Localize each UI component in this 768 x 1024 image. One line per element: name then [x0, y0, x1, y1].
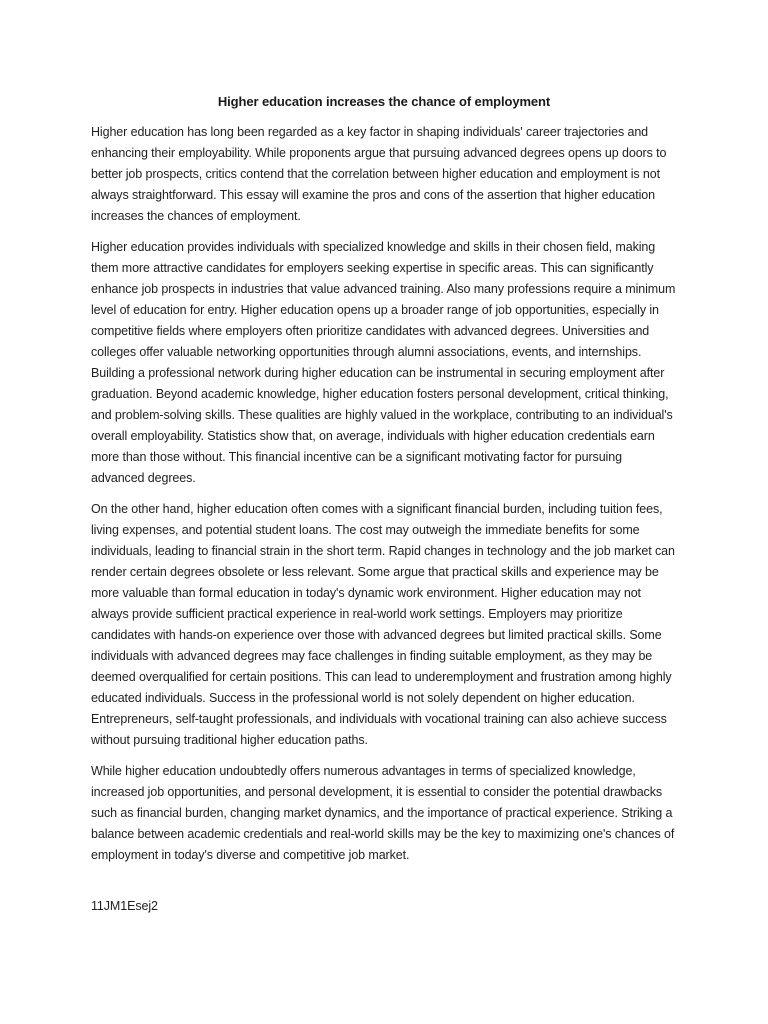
document-footer-code: 11JM1Esej2 [91, 899, 158, 913]
essay-paragraph-conclusion: While higher education undoubtedly offers numerous advantages in terms of specialized knowledge, increased job opportunities, and personal development, it is essential to consider the potential drawbacks such as financial burden, changing market dynamics, and the importance of practical experience. Striking a balance between academic credentials and real-world skills may be the key to maximizing one's chances of employment in today's diverse and competitive job market. [91, 764, 675, 862]
essay-paragraph-intro: Higher education has long been regarded as a key factor in shaping individuals' career trajectories and enhancing their employability. While proponents argue that pursuing advanced degrees opens up doors to better job prospects, critics contend that the correlation between higher education and employment is not always straightforward. This essay will examine the pros and cons of the assertion that higher education increases the chances of employment. [91, 125, 667, 223]
essay-paragraph-cons: On the other hand, higher education often comes with a significant financial burden, including tuition fees, living expenses, and potential student loans. The cost may outweigh the immediate benefits for some individuals, leading to financial strain in the short term. Rapid changes in technology and the job market can render certain degrees obsolete or less relevant. Some argue that practical skills and experience may be more valuable than formal education in today's dynamic work environment. Higher education may not always provide sufficient practical experience in real-world work settings. Employers may prioritize candidates with hands-on experience over those with advanced degrees but limited practical skills. Some individuals with advanced degrees may face challenges in finding suitable employment, as they may be deemed overqualified for certain positions. This can lead to underemployment and frustration among highly educated individuals. Success in the professional world is not solely dependent on higher education. Entrepreneurs, self-taught professionals, and individuals with vocational training can also achieve success without pursuing traditional higher education paths. [91, 502, 675, 747]
essay-paragraph-pros: Higher education provides individuals with specialized knowledge and skills in their chosen field, making them more attractive candidates for employers seeking expertise in specific areas. This can significantly enhance job prospects in industries that value advanced training. Also many professions require a minimum level of education for entry. Higher education opens up a broader range of job opportunities, especially in competitive fields where employers often prioritize candidates with advanced degrees. Universities and colleges offer valuable networking opportunities through alumni associations, events, and internships. Building a professional network during higher education can be instrumental in securing employment after graduation. Beyond academic knowledge, higher education fosters personal development, critical thinking, and problem-solving skills. These qualities are highly valued in the workplace, contributing to an individual's overall employability. Statistics show that, on average, individuals with higher education credentials earn more than those without. This financial incentive can be a significant motivating factor for pursuing advanced degrees. [91, 240, 676, 485]
essay-title: Higher education increases the chance of employment [217, 94, 551, 109]
